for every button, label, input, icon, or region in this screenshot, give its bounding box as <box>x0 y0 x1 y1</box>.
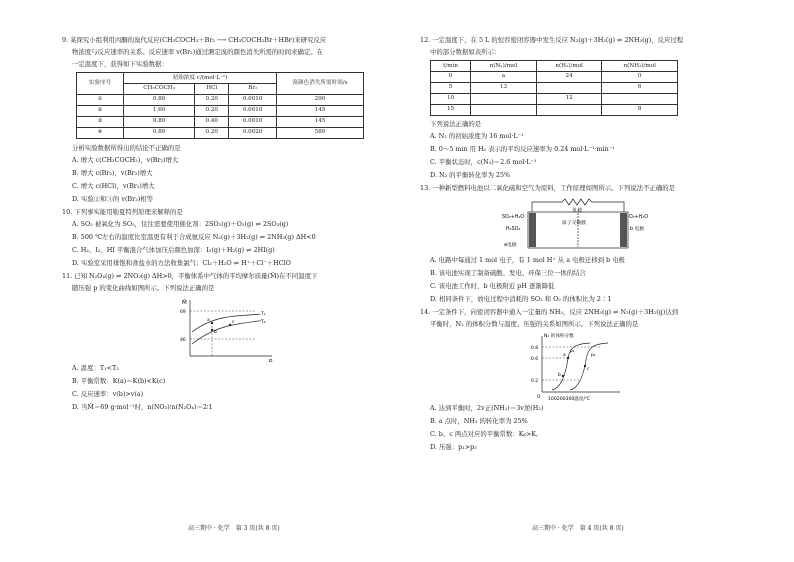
table-cell: 1.60 <box>124 105 195 116</box>
q9-option-d: D. 实验②和③的 v(Br₂)相等 <box>72 194 154 203</box>
table-cell: ③ <box>77 116 124 127</box>
q9-col-time: 溴颜色消失所需时间/s <box>277 73 364 95</box>
q9-option-a: A. 增大 c(CH₃COCH₃)，v(Br₂)增大 <box>72 155 179 164</box>
table-row <box>77 105 364 116</box>
q9-prompt: 分析实验数据所得出的结论不正确的是 <box>72 143 181 152</box>
table-cell: 0.0010 <box>229 116 277 127</box>
q9-stem-line-3: 一定温度下，获得如下实验数据： <box>72 60 168 68</box>
right-page-column <box>420 36 760 456</box>
question-9 <box>62 36 417 203</box>
question-11 <box>62 272 417 411</box>
table-cell: 145 <box>277 105 364 116</box>
table-cell: 6 <box>602 82 678 93</box>
left-input-label: SO₂+H₂O <box>502 214 525 220</box>
table-row <box>431 104 678 115</box>
load-label: 负载 <box>572 207 583 214</box>
table-cell <box>471 104 537 115</box>
left-output-label: H₂SO₄ <box>506 226 521 232</box>
table-cell <box>602 93 678 104</box>
point-b <box>211 329 213 331</box>
table-cell: 0.80 <box>124 127 195 138</box>
table-row <box>431 93 678 104</box>
q11-option-c: C. 反应速率：v(b)>v(a) <box>72 389 144 398</box>
y-tick-46: 46 <box>180 337 186 343</box>
table-cell: ④ <box>77 127 124 138</box>
y-tick-0-8: 0.8 <box>531 345 538 351</box>
q9-data-table <box>76 72 364 139</box>
q11-stem-line-1: 11. 已知 N₂O₄(g) ⇌ 2NO₂(g) ΔH>0，平衡体系中气体的平均摩尔质量(M̄)在不同温度下 <box>62 271 318 280</box>
q9-col-header: CH₃COCH₃ <box>124 83 195 94</box>
q12-option-b: B. 0～5 min 用 H₂ 表示的平均反应速率为 0.24 mol·L⁻¹·min⁻¹ <box>430 144 615 153</box>
label-a: a <box>207 317 210 323</box>
point-c <box>229 324 231 326</box>
label-c: c <box>232 319 235 325</box>
left-wire <box>532 202 562 212</box>
table-row <box>431 71 678 82</box>
question-12 <box>420 36 760 179</box>
q10-option-b: B. 500 ℃左右的温度比室温更有利于合成氨反应 N₂(g)＋3H₂(g) ⇌ 2NH₃(g) ΔH<0 <box>72 232 316 241</box>
q13-fuel-cell-diagram <box>502 196 652 254</box>
q9-stem-line-1: 9. 某探究小组利用丙酮的溴代反应(CH₃COCH₃＋Br₂ ⟶ CH₃COCH₂Br＋HBr)来研究反应 <box>62 36 327 44</box>
q11-option-d: D. 当M̄＝69 g·mol⁻¹时，n(NO₂)∶n(N₂O₄)＝2∶1 <box>72 402 213 411</box>
q11-option-b: B. 平衡常数：K(a)＝K(b)<K(c) <box>72 376 166 385</box>
table-cell: 0.0010 <box>229 105 277 116</box>
q9-col-header: Br₂ <box>229 83 277 94</box>
left-electrode <box>529 213 536 247</box>
left-page-footer: 高三期中 · 化学 第 3 页(共 8 页) <box>188 525 280 532</box>
q14-temperature-graph <box>530 332 640 402</box>
point-c <box>584 365 586 367</box>
label-b: b <box>558 372 561 378</box>
x-axis-label: p <box>269 357 273 362</box>
left-page-column <box>62 36 417 416</box>
table-cell: 0 <box>431 71 471 82</box>
right-electrode <box>620 213 627 247</box>
right-wire <box>594 202 624 212</box>
table-cell: 290 <box>277 94 364 105</box>
table-cell: 0.0010 <box>229 94 277 105</box>
q14-option-b: B. a 点时，NH₃ 的转化率为 25% <box>430 416 528 425</box>
membrane-label: 质子交换膜 <box>562 220 586 226</box>
q11-stem-line-2: 随压强 p 的变化曲线如图所示。下列说法正确的是 <box>72 283 215 292</box>
q13-option-c: C. 该电池工作时，b 电极附近 pH 逐渐降低 <box>430 281 555 290</box>
table-cell: 5 <box>431 82 471 93</box>
q12-col-header: n(NH₃)/mol <box>602 61 678 72</box>
label-t1: T₁ <box>261 311 266 317</box>
table-row <box>431 82 678 93</box>
q9-option-c: C. 增大 c(HCl)，v(Br₂)增大 <box>72 181 155 190</box>
label-t2: T₂ <box>261 319 266 325</box>
table-cell: ② <box>77 105 124 116</box>
right-page-footer: 高三期中 · 化学 第 4 页(共 8 页) <box>532 525 624 532</box>
label-p2: p₂ <box>591 352 596 358</box>
q12-stem-line-2: 中的部分数据如表所示： <box>430 48 501 56</box>
b-electrode-label: b 电极 <box>630 226 645 232</box>
table-cell: a <box>471 71 537 82</box>
table-cell: 0.80 <box>124 116 195 127</box>
table-cell: 0.20 <box>195 94 229 105</box>
q12-option-d: D. N₂ 的平衡转化率为 25% <box>430 170 511 179</box>
question-14 <box>420 308 760 451</box>
q14-option-c: C. b、c 两点对应的平衡常数：Kᵦ>K꜀ <box>430 429 539 438</box>
y-axis-label: M̄ <box>182 299 187 306</box>
table-cell: 15 <box>431 104 471 115</box>
q10-stem: 10. 下列事实能用勒夏特列原理来解释的是 <box>62 207 183 216</box>
q13-option-a: A. 电路中每通过 1 mol 电子，有 1 mol H⁺ 从 a 电极迁移到 b 电极 <box>430 255 625 264</box>
table-cell: 0.20 <box>195 127 229 138</box>
q13-option-d: D. 相同条件下，放电过程中消耗的 SO₂ 和 O₂ 的体积比为 2∶1 <box>430 294 612 303</box>
q14-stem-line-2: 平衡时，N₂ 的体积分数与温度、压强的关系如图所示。下列说法正确的是 <box>430 319 639 328</box>
q9-col-header: HCl <box>195 83 229 94</box>
q9-stem-line-2: 物浓度与反应速率的关系。反应速率 v(Br₂)通过测定溴的颜色消失所需的时间来确定。在 <box>72 48 324 56</box>
question-10 <box>62 208 417 267</box>
q14-option-d: D. 压强：p₁>p₂ <box>430 442 477 451</box>
q12-option-c: C. 平衡状态时，c(N₂)＝2.6 mol·L⁻¹ <box>430 157 537 166</box>
table-row <box>77 127 364 138</box>
curve-t1 <box>192 314 260 332</box>
label-b: b <box>214 329 217 335</box>
q11-option-a: A. 温度：T₁<T₂ <box>72 363 119 372</box>
table-cell: 0.0020 <box>229 127 277 138</box>
q12-col-header: n(H₂)/mol <box>536 61 602 72</box>
q13-option-b: B. 该电池实现了制备硫酸、发电、环保三位一体的结合 <box>430 268 586 277</box>
y-tick-0-6: 0.6 <box>531 356 538 362</box>
y-tick-69: 69 <box>180 309 186 315</box>
label-p1: p₁ <box>570 348 575 354</box>
label-c: c <box>587 366 590 372</box>
q12-col-header: n(N₂)/mol <box>471 61 537 72</box>
q14-stem-line-1: 14. 一定条件下，向密闭容器中通入一定量的 NH₃，反应 2NH₃(g) ⇌ N₂(g)＋3H₂(g)达到 <box>420 307 679 316</box>
table-cell: 0.80 <box>124 94 195 105</box>
q13-stem: 13. 一种新型燃料电池以二氧化硫和空气为原料，工作原理如图所示。下列说法不正确的是 <box>420 183 676 192</box>
label-a: a <box>563 352 566 358</box>
table-row <box>77 116 364 127</box>
table-cell <box>471 93 537 104</box>
q10-option-a: A. SO₂ 被氧化为 SO₃，往往需要使用催化剂：2SO₂(g)＋O₂(g) ⇌ 2SO₃(g) <box>72 219 289 228</box>
table-cell: 10 <box>431 93 471 104</box>
q10-option-c: C. H₂、I₂、HI 平衡混合气体加压后颜色加深：I₂(g)＋H₂(g) ⇌ 2HI(g) <box>72 245 275 254</box>
y-axis-label: N₂ 的体积分数 <box>544 333 574 339</box>
origin-label: O <box>537 394 541 400</box>
table-cell <box>536 82 602 93</box>
q9-option-b: B. 增大 c(Br₂)，v(Br₂)增大 <box>72 168 153 177</box>
table-cell: 580 <box>277 127 364 138</box>
q9-group-header: 初始浓度 c/(mol·L⁻¹) <box>124 73 277 84</box>
y-tick-0-2: 0.2 <box>531 378 538 384</box>
table-cell: 0.40 <box>195 116 229 127</box>
q9-col-exp: 实验序号 <box>77 73 124 95</box>
table-cell: 12 <box>536 93 602 104</box>
q12-prompt: 下列说法正确的是 <box>430 119 482 128</box>
q10-option-d: D. 实验室采用排饱和食盐水的方法收集氯气：Cl₂＋H₂O ⇌ H⁺＋Cl⁻＋HClO <box>72 258 291 267</box>
q12-stem-line-1: 12. 一定温度下，在 5 L 的恒容密闭容器中发生反应 N₂(g)＋3H₂(g) ⇌ 2NH₃(g)，反应过程 <box>420 36 684 44</box>
a-electrode-label: a电极 <box>504 242 517 248</box>
q11-pressure-graph <box>180 296 276 362</box>
point-a <box>211 322 213 324</box>
q12-option-a: A. N₂ 的初始浓度为 16 mol·L⁻¹ <box>430 131 524 140</box>
table-row <box>77 94 364 105</box>
x-axis-label: 100200300温度/℃ <box>548 396 591 402</box>
curve-t2 <box>192 321 261 344</box>
load-resistor <box>562 199 594 205</box>
q12-col-header: t/min <box>431 61 471 72</box>
point-b <box>562 375 564 377</box>
table-cell: ① <box>77 94 124 105</box>
table-cell: 8 <box>602 104 678 115</box>
q12-data-table <box>430 60 678 116</box>
right-input-label: O₂+H₂O <box>629 214 649 220</box>
table-cell: 0 <box>602 71 678 82</box>
table-cell: 24 <box>536 71 602 82</box>
table-cell: 13 <box>471 82 537 93</box>
q14-option-a: A. 达到平衡时，2v正(NH₃)＝3v逆(H₂) <box>430 403 544 412</box>
table-cell <box>536 104 602 115</box>
point-a <box>567 357 569 359</box>
table-cell: 0.20 <box>195 105 229 116</box>
table-cell: 145 <box>277 116 364 127</box>
question-13 <box>420 184 760 303</box>
